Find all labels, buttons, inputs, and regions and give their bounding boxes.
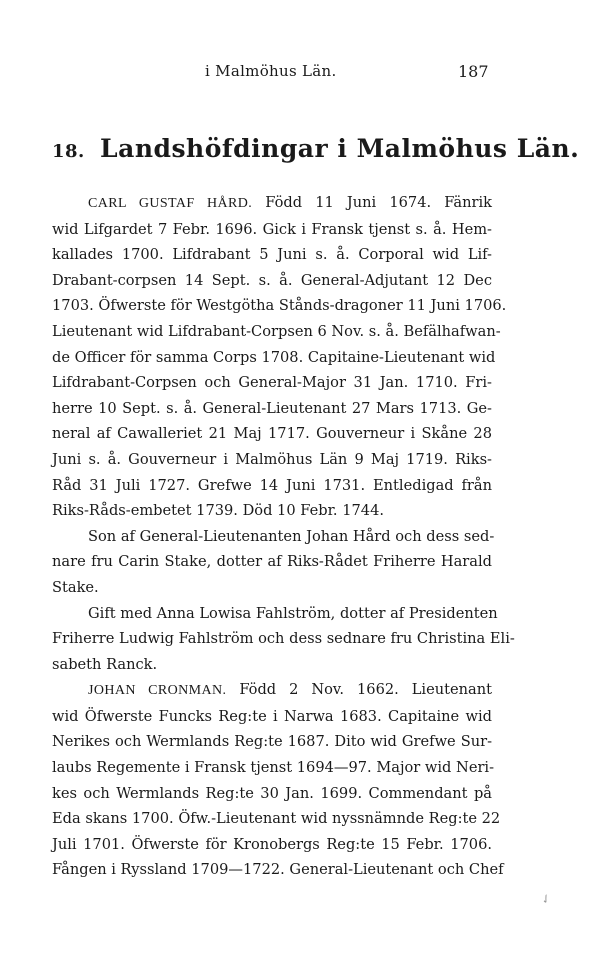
person-name: CARL GUSTAF HÅRD. — [88, 196, 253, 211]
text-line: kallades 1700. Lifdrabant 5 Juni s. å. Corporal wid Lif- — [52, 246, 492, 264]
parentage-line: nare fru Carin Stake, dotter af Riks-Rådet Friherre Harald — [52, 553, 492, 571]
text-line: Eda skans 1700. Öfw.-Lieutenant wid nyssnämnde Reg:te 22 — [52, 810, 501, 828]
person-name: JOHAN CRONMAN. — [88, 683, 227, 699]
marriage-line: Gift med Anna Lowisa Fahlström, dotter af Presidenten — [88, 604, 498, 622]
parentage-line: Son af General-Lieutenanten Johan Hård och dess sed- — [88, 527, 495, 545]
marriage-line: Friherre Ludwig Fahlström och dess sednare fru Christina Eli- — [52, 630, 515, 648]
parentage-line: Stake. — [52, 578, 99, 596]
text-line: Riks-Råds-embetet 1739. Död 10 Febr. 1744. — [52, 502, 384, 520]
biography-entry — [52, 190, 515, 677]
text-line: wid Lifgardet 7 Febr. 1696. Gick i Fransk tjenst s. å. Hem- — [52, 220, 492, 238]
running-title: i Malmöhus Län. — [205, 62, 337, 80]
text-line: de Officer för samma Corps 1708. Capitaine-Lieutenant wid — [52, 348, 496, 366]
page-number: 187 — [458, 62, 489, 81]
text-line: 1703. Öfwerste för Westgötha Stånds-dragoner 11 Juni 1706. — [52, 297, 507, 315]
text-line: Juni s. å. Gouverneur i Malmöhus Län 9 Maj 1719. Riks- — [52, 450, 492, 468]
section-heading — [52, 134, 580, 163]
text-line: Nerikes och Wermlands Reg:te 1687. Dito wid Grefwe Sur- — [52, 733, 492, 751]
running-head — [0, 62, 616, 88]
text-line: Drabant-corpsen 14 Sept. s. å. General-Adjutant 12 Dec — [52, 271, 492, 289]
text-line: CARL GUSTAF HÅRD. Född 11 Juni 1674. Fänrik — [88, 194, 492, 211]
text-line: neral af Cawalleriet 21 Maj 1717. Gouverneur i Skåne 28 — [52, 425, 492, 443]
text-line: herre 10 Sept. s. å. General-Lieutenant 27 Mars 1713. Ge- — [52, 399, 492, 417]
text-line: Juli 1701. Öfwerste för Kronobergs Reg:te 15 Febr. 1706. — [52, 835, 492, 853]
body-text — [52, 190, 515, 883]
section-title: Landshöfdingar i Malmöhus Län. — [100, 134, 580, 163]
margin-mark: ✓ — [537, 890, 555, 908]
text-line: laubs Regemente i Fransk tjenst 1694—97. Major wid Neri- — [52, 759, 495, 777]
text-line: Lieutenant wid Lifdrabant-Corpsen 6 Nov. s. å. Befälhafwan- — [52, 322, 501, 340]
text-line: Lifdrabant-Corpsen och General-Major 31 Jan. 1710. Fri- — [52, 374, 492, 392]
biography-entry — [52, 677, 504, 883]
text-line: Fången i Ryssland 1709—1722. General-Lieutenant och Chef — [52, 861, 504, 879]
text-line: Råd 31 Juli 1727. Grefwe 14 Juni 1731. Entledigad från — [52, 476, 492, 494]
section-number: 18. — [52, 141, 85, 162]
text-line: kes och Wermlands Reg:te 30 Jan. 1699. Commendant på — [52, 784, 492, 802]
text-line: JOHAN CRONMAN. Född 2 Nov. 1662. Lieutenant — [88, 681, 492, 699]
text-line: wid Öfwerste Funcks Reg:te i Narwa 1683. Capitaine wid — [52, 707, 492, 725]
marriage-line: sabeth Ranck. — [52, 655, 158, 673]
